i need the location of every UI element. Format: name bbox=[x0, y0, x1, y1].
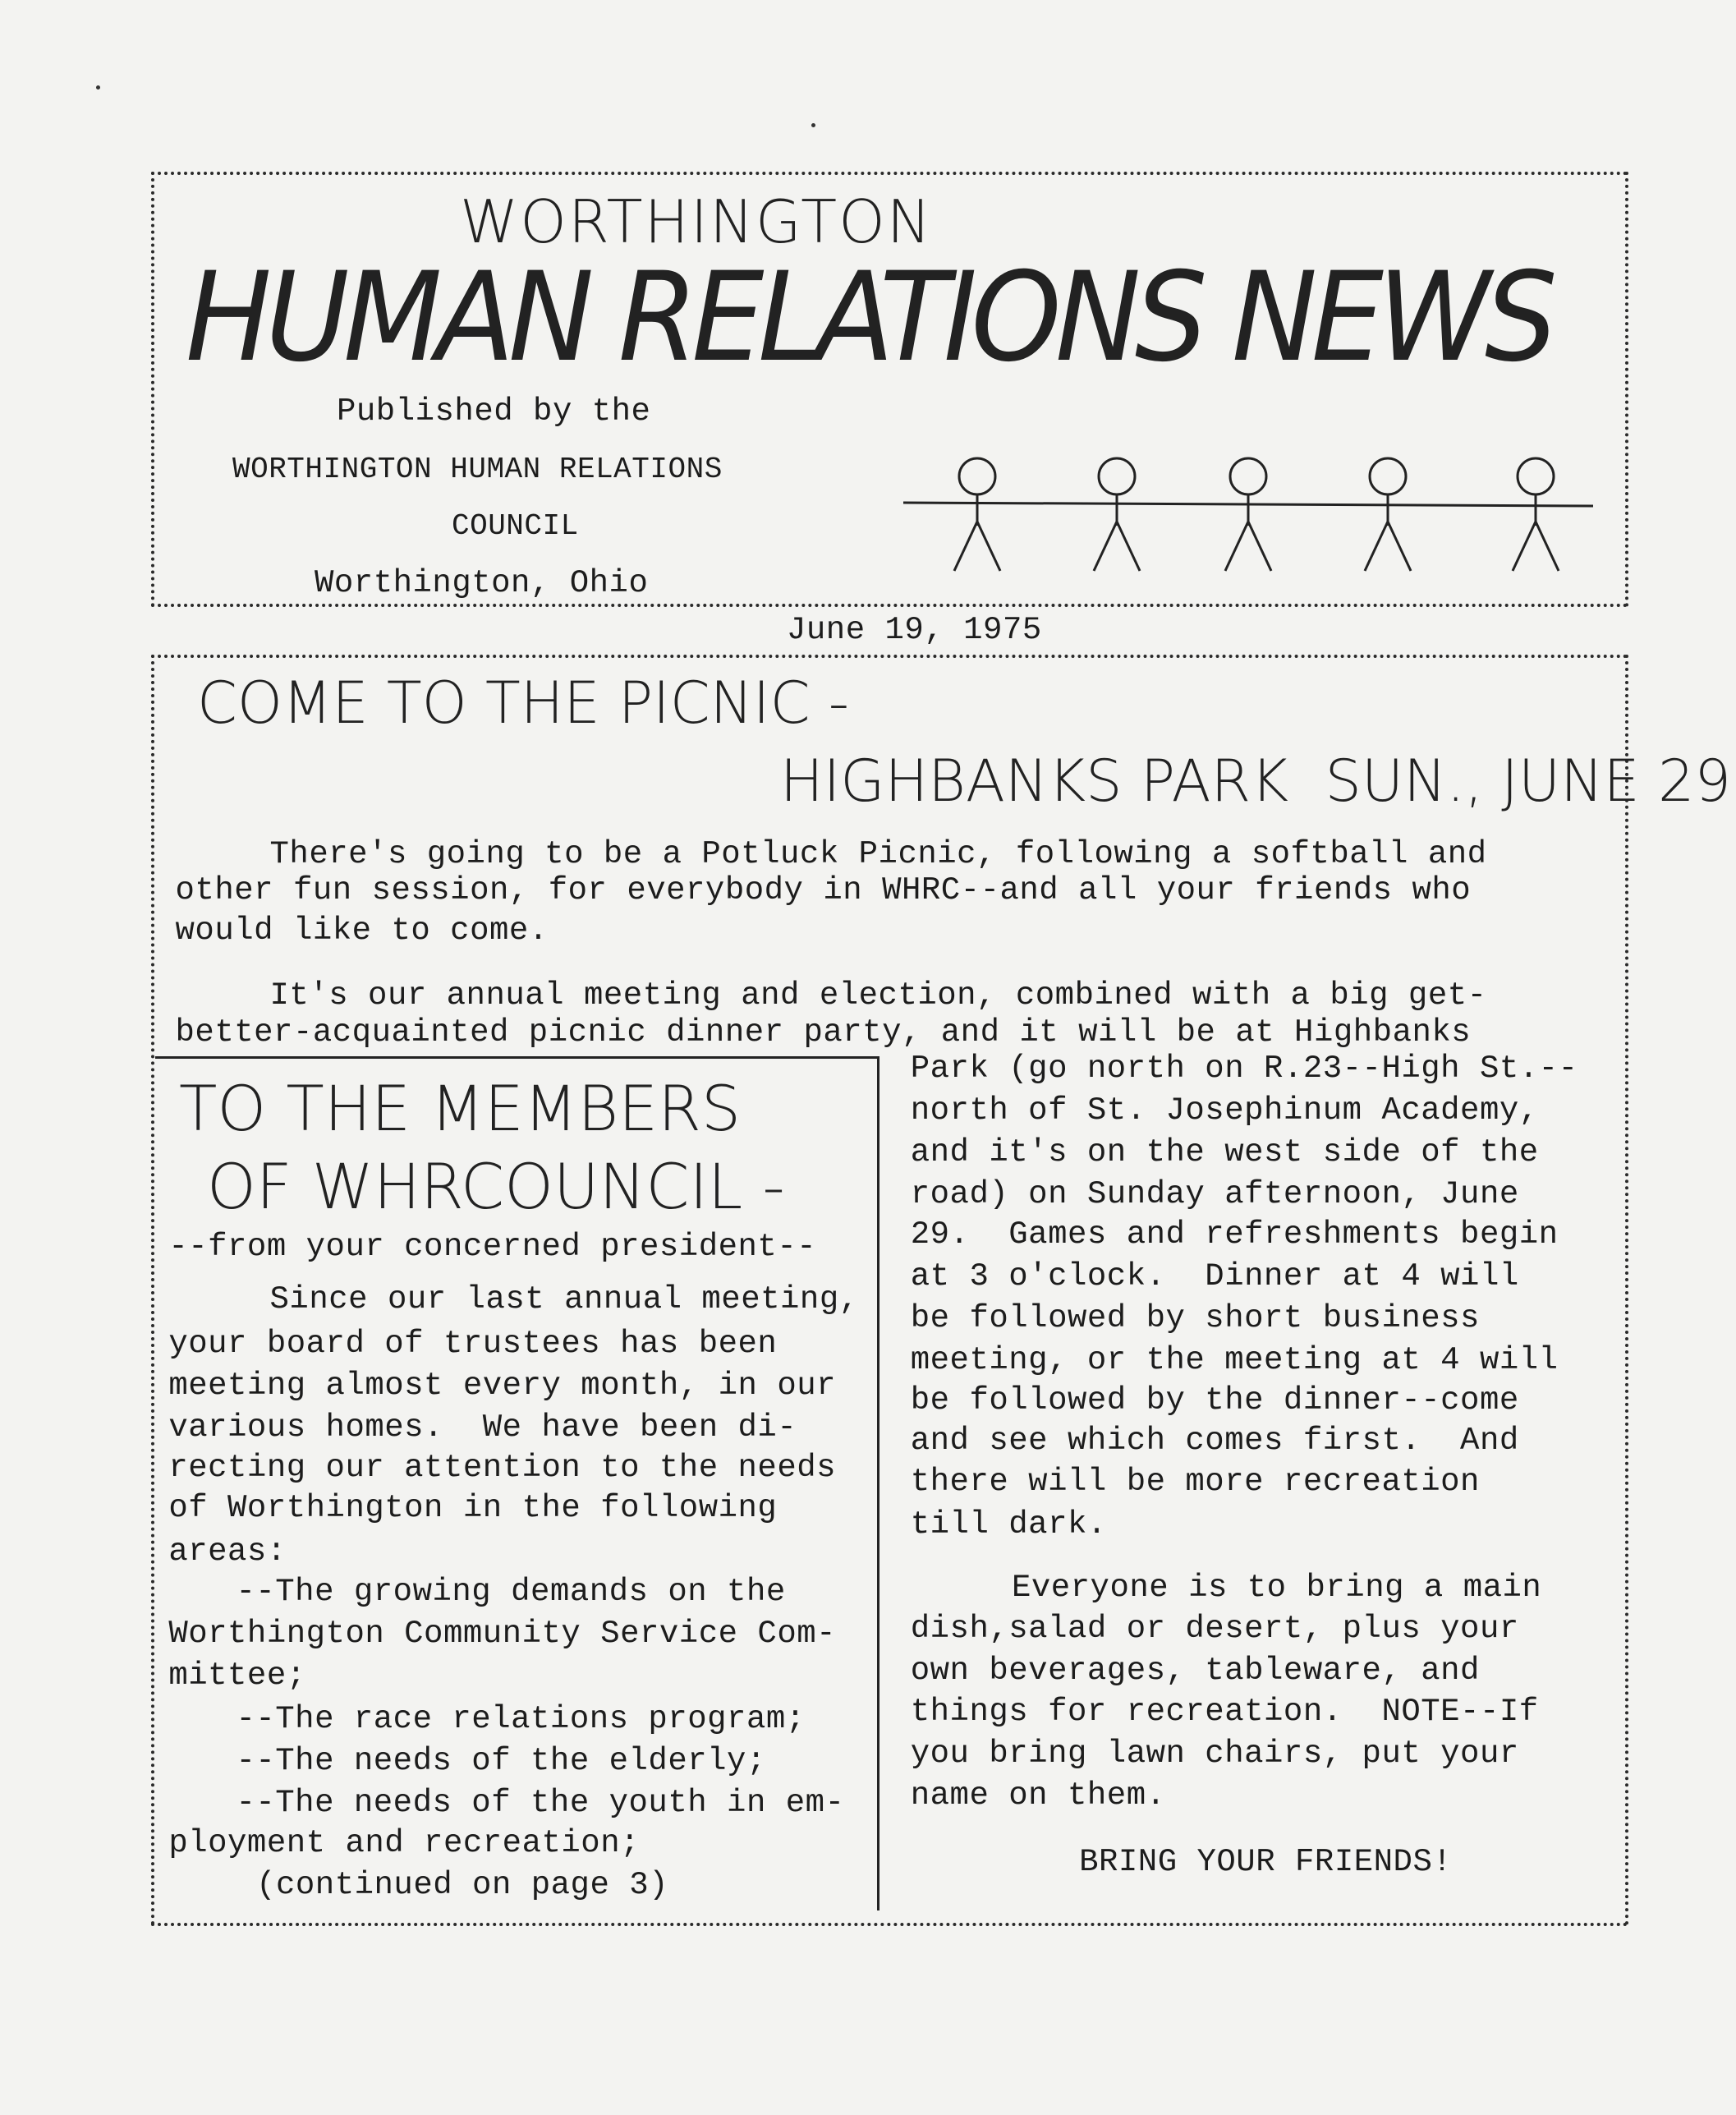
letter-line: of Worthington in the following bbox=[168, 1490, 778, 1527]
details-line: you bring lawn chairs, put your bbox=[910, 1736, 1519, 1772]
published-by: Published by the bbox=[337, 393, 651, 430]
section-divider-horizontal bbox=[155, 1056, 878, 1059]
details-line: things for recreation. NOTE--If bbox=[910, 1694, 1539, 1731]
letter-line: ployment and recreation; bbox=[168, 1824, 641, 1861]
masthead-town: WORTHINGTON bbox=[460, 187, 933, 256]
members-headline-1: TO THE MEMBERS bbox=[179, 1072, 742, 1145]
letter-line: various homes. We have been di- bbox=[168, 1409, 797, 1446]
members-headline-2: OF WHRCOUNCIL - bbox=[207, 1150, 785, 1223]
intro-line: would like to come. bbox=[175, 913, 549, 949]
picnic-headline-2: HIGHBANKS PARK SUN., JUNE 29 bbox=[780, 747, 1732, 815]
picnic-headline-1: COME TO THE PICNIC - bbox=[197, 669, 849, 737]
details-line: dish,salad or desert, plus your bbox=[910, 1610, 1519, 1647]
letter-line: your board of trustees has been bbox=[168, 1326, 778, 1363]
letter-line: --The needs of the youth in em- bbox=[236, 1784, 845, 1821]
intro-line: There's going to be a Potluck Picnic, following a softball and bbox=[269, 835, 1487, 872]
letter-line: --The needs of the elderly; bbox=[236, 1742, 766, 1779]
details-line: Everyone is to bring a main bbox=[1011, 1570, 1542, 1607]
details-line: and it's on the west side of the bbox=[910, 1133, 1539, 1170]
publisher-name: WORTHINGTON HUMAN RELATIONS bbox=[232, 453, 723, 486]
intro-line: better-acquainted picnic dinner party, and it will be at Highbanks bbox=[175, 1014, 1472, 1051]
details-line: and see which comes first. And bbox=[910, 1423, 1519, 1460]
details-line: there will be more recreation bbox=[910, 1463, 1480, 1500]
issue-date: June 19, 1975 bbox=[787, 612, 1042, 648]
letter-line: areas: bbox=[168, 1533, 287, 1570]
details-line: be followed by the dinner--come bbox=[910, 1382, 1519, 1419]
section-divider-vertical bbox=[877, 1056, 879, 1910]
letter-line: meeting almost every month, in our bbox=[168, 1367, 837, 1404]
paper-speck bbox=[96, 85, 100, 90]
letter-line: Worthington Community Service Com- bbox=[168, 1616, 837, 1653]
publisher-name-cont: COUNCIL bbox=[452, 509, 579, 543]
paper-speck bbox=[811, 123, 815, 127]
intro-line: It's our annual meeting and election, combined with a big get- bbox=[269, 977, 1487, 1014]
details-line: at 3 o'clock. Dinner at 4 will bbox=[910, 1258, 1519, 1294]
details-line: road) on Sunday afternoon, June bbox=[910, 1175, 1519, 1212]
letter-line: mittee; bbox=[168, 1658, 306, 1694]
letter-line: Since our last annual meeting, bbox=[269, 1280, 859, 1317]
details-line: meeting, or the meeting at 4 will bbox=[910, 1341, 1559, 1378]
details-line: 29. Games and refreshments begin bbox=[910, 1216, 1559, 1253]
letter-line: --The growing demands on the bbox=[236, 1574, 786, 1611]
details-line: north of St. Josephinum Academy, bbox=[910, 1092, 1539, 1129]
letter-line: --from your concerned president-- bbox=[168, 1228, 817, 1265]
details-line: till dark. bbox=[910, 1506, 1107, 1543]
details-line: own beverages, tableware, and bbox=[910, 1652, 1480, 1689]
letter-line: (continued on page 3) bbox=[256, 1866, 669, 1903]
intro-line: other fun session, for everybody in WHRC--and all your friends who bbox=[175, 872, 1472, 909]
people-holding-hands-illustration bbox=[903, 452, 1593, 575]
masthead-title: HUMAN RELATIONS NEWS bbox=[186, 246, 1552, 389]
letter-line: recting our attention to the needs bbox=[168, 1450, 837, 1487]
details-line: name on them. bbox=[910, 1777, 1166, 1814]
details-line: Park (go north on R.23--High St.-- bbox=[910, 1050, 1578, 1087]
publisher-location: Worthington, Ohio bbox=[315, 565, 649, 601]
letter-line: --The race relations program; bbox=[236, 1700, 806, 1737]
details-line: be followed by short business bbox=[910, 1299, 1480, 1336]
details-line: BRING YOUR FRIENDS! bbox=[1079, 1843, 1453, 1880]
